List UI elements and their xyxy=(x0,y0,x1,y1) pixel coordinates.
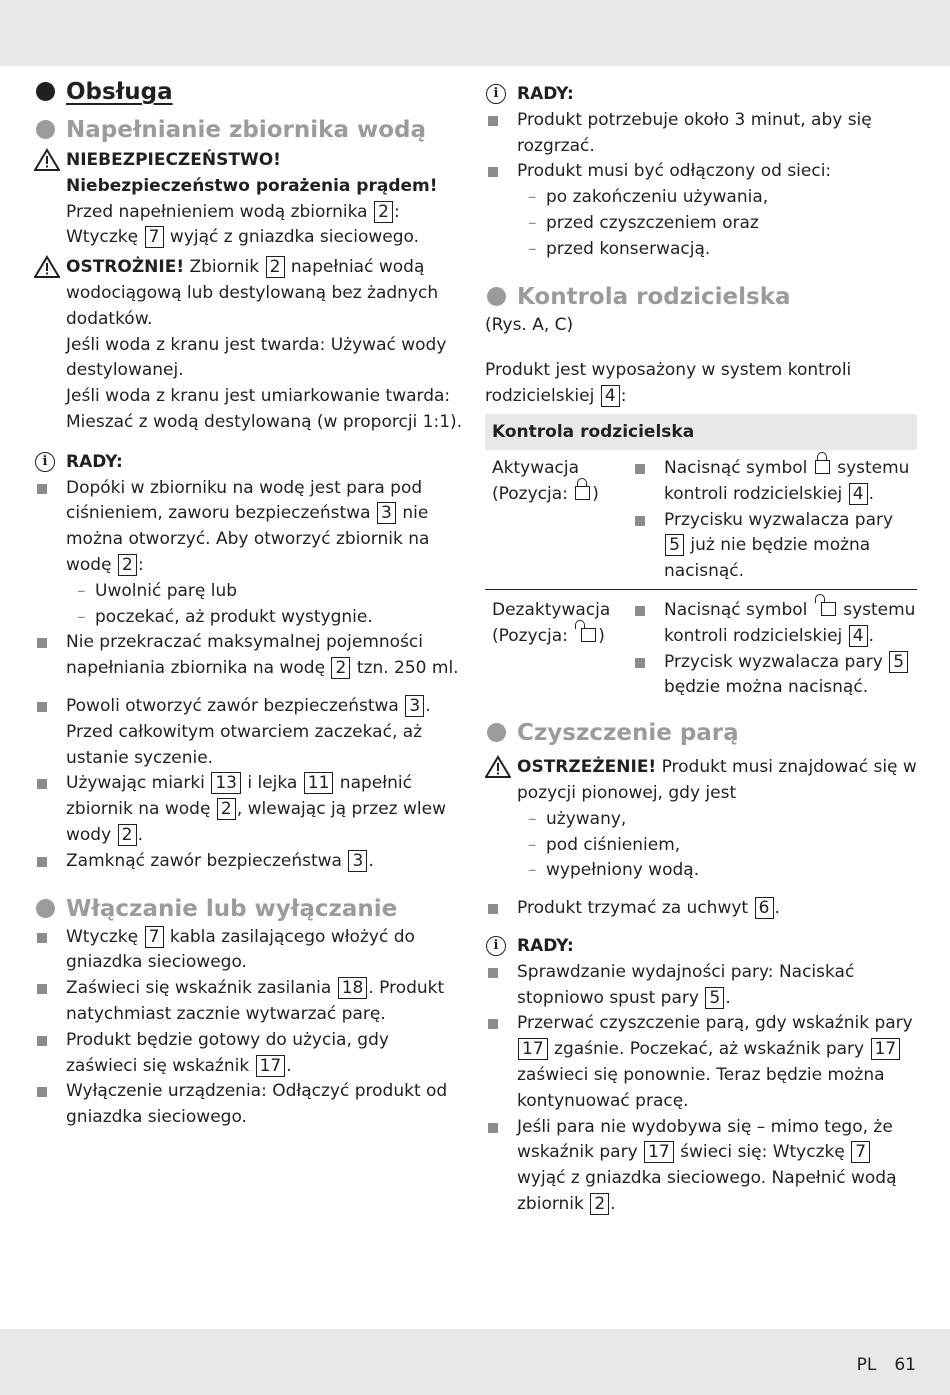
dash-item: – przed czyszczeniem oraz xyxy=(528,212,759,233)
tips-heading: i RADY: xyxy=(34,450,464,476)
list-item: Jeśli para nie wydobywa się – mimo tego, że wskaźnik pary 17 świeci się: Wtyczkę 7 wyjąć z gniazdka sieciowego. Napełnić wodą zbiornik 2 . xyxy=(485,1115,917,1218)
lock-open-icon xyxy=(581,628,596,642)
list-item: Dopóki w zbiorniku na wodę jest para pod ciśnieniem, zaworu bezpieczeństwa 3 nie można otworzyć. Aby otworzyć zbiornik na wodę 2 : xyxy=(34,476,464,579)
part-number: 3 xyxy=(377,502,396,524)
list-item: Produkt musi być odłączony od sieci: xyxy=(485,159,917,185)
square-bullet-icon xyxy=(37,484,47,494)
list-item: Wyłączenie urządzenia: Odłączyć produkt od gniazdka sieciowego. xyxy=(34,1079,464,1131)
part-number: 4 xyxy=(849,625,868,647)
lock-open-icon xyxy=(821,602,836,616)
info-icon: i xyxy=(35,452,55,472)
bullet-dot-icon xyxy=(36,82,55,101)
bullet-dot-icon xyxy=(36,899,55,918)
square-bullet-icon xyxy=(635,658,645,668)
info-icon: i xyxy=(486,936,506,956)
square-bullet-icon xyxy=(488,904,498,914)
part-number: 4 xyxy=(601,385,620,407)
figure-reference: (Rys. A, C) xyxy=(485,314,574,335)
bullet-dot-icon xyxy=(487,287,506,306)
list-item: Zamknąć zawór bezpieczeństwa 3 . xyxy=(34,849,464,875)
section-heading-kontrola: Kontrola rodzicielska xyxy=(485,281,917,313)
part-number: 2 xyxy=(590,1193,609,1215)
tips-heading: i RADY: xyxy=(485,82,917,108)
parental-control-table xyxy=(485,414,917,705)
caution-medium-water: Jeśli woda z kranu jest umiarkowanie twarda: Mieszać z wodą destylowaną (w proporcji 1:1). xyxy=(66,386,463,432)
list-item: Używając miarki 13 i lejka 11 napełnić zbiornik na wodę 2 , wlewając ją przez wlew wody 2 . xyxy=(34,771,464,848)
list-item: Produkt potrzebuje około 3 minut, aby się rozgrzać. xyxy=(485,108,917,160)
list-item: Sprawdzanie wydajności pary: Naciskać stopniowo spust pary 5 . xyxy=(485,960,917,1012)
part-number: 17 xyxy=(256,1055,286,1077)
info-icon: i xyxy=(486,84,506,104)
warning-notice xyxy=(485,755,917,807)
caution-text: OSTROŻNIE! Zbiornik 2 napełniać wodą wodociągową lub destylowaną bez żadnych dodatków. xyxy=(66,257,439,329)
list-item: Nie przekraczać maksymalnej pojemności napełniania zbiornika na wodę 2 tzn. 250 ml. xyxy=(34,630,464,682)
warning-triangle-icon xyxy=(34,148,60,172)
lock-closed-icon xyxy=(815,460,830,474)
square-bullet-icon xyxy=(635,606,645,616)
bullet-dot-icon xyxy=(487,723,506,742)
warning-text: OSTRZEŻENIE! Produkt musi znajdować się w pozycji pionowej, gdy jest xyxy=(517,757,917,803)
page-number: 61 xyxy=(894,1355,916,1375)
square-bullet-icon xyxy=(488,1019,498,1029)
part-number: 2 xyxy=(331,657,350,679)
language-code: PL xyxy=(856,1355,877,1375)
danger-text: Przed napełnieniem wodą zbiornika 2 : Wtyczkę 7 wyjąć z gniazdka sieciowego. xyxy=(66,201,420,248)
header-band xyxy=(0,0,950,66)
left-column xyxy=(34,74,464,1131)
section-heading-czyszczenie: Czyszczenie parą xyxy=(485,717,917,749)
table-header: Kontrola rodzicielska xyxy=(485,414,917,450)
table-row xyxy=(485,450,917,589)
part-number: 2 xyxy=(374,201,393,223)
footer-band xyxy=(0,1329,950,1395)
square-bullet-icon xyxy=(37,933,47,943)
list-item: Powoli otworzyć zawór bezpieczeństwa 3 . Przed całkowitym otwarciem zaczekać, aż ustanie syczenie. xyxy=(34,694,464,771)
square-bullet-icon xyxy=(37,984,47,994)
warning-triangle-icon xyxy=(485,755,511,779)
dash-item: – wypełniony wodą. xyxy=(528,860,700,881)
kontrola-intro: Produkt jest wyposażony w system kontroli rodzicielskiej 4 : xyxy=(485,360,852,407)
square-bullet-icon xyxy=(635,516,645,526)
square-bullet-icon xyxy=(635,464,645,474)
lock-closed-icon xyxy=(575,486,590,500)
part-number: 2 xyxy=(266,256,285,278)
part-number: 5 xyxy=(665,534,684,556)
danger-label: NIEBEZPIECZEŃSTWO! xyxy=(66,150,281,170)
danger-notice xyxy=(34,148,464,251)
page-footer xyxy=(857,1355,916,1375)
part-number: 11 xyxy=(304,772,334,794)
square-bullet-icon xyxy=(488,116,498,126)
list-item: Wtyczkę 7 kabla zasilającego włożyć do gniazdka sieciowego. xyxy=(34,925,464,977)
dash-item: – Uwolnić parę lub xyxy=(77,580,238,601)
part-number: 17 xyxy=(518,1038,548,1060)
list-item: Przycisk wyzwalacza pary 5 będzie można nacisnąć. xyxy=(632,650,917,702)
part-number: 4 xyxy=(849,483,868,505)
caution-notice xyxy=(34,255,464,436)
square-bullet-icon xyxy=(37,1036,47,1046)
list-item: Nacisnąć symbol systemu kontroli rodzicielskiej 4 . xyxy=(632,598,917,650)
part-number: 7 xyxy=(145,226,164,248)
dash-item: – po zakończeniu używania, xyxy=(528,187,769,208)
square-bullet-icon xyxy=(37,702,47,712)
warning-triangle-icon xyxy=(34,255,60,279)
section-heading-obsluga: Obsługa xyxy=(34,76,464,108)
part-number: 17 xyxy=(644,1141,674,1163)
list-item: Przycisku wyzwalacza pary 5 już nie będzie można nacisnąć. xyxy=(632,508,917,585)
part-number: 13 xyxy=(211,772,241,794)
table-row-label: Dezaktywacja (Pozycja: ) xyxy=(492,599,611,646)
part-number: 2 xyxy=(118,554,137,576)
dash-item: – pod ciśnieniem, xyxy=(528,834,681,855)
list-item: Zaświeci się wskaźnik zasilania 18 . Produkt natychmiast zacznie wytwarzać parę. xyxy=(34,976,464,1028)
part-number: 2 xyxy=(118,824,137,846)
part-number: 5 xyxy=(705,987,724,1009)
square-bullet-icon xyxy=(488,968,498,978)
dash-item: – przed konserwacją. xyxy=(528,238,711,259)
square-bullet-icon xyxy=(37,779,47,789)
square-bullet-icon xyxy=(37,1087,47,1097)
part-number: 17 xyxy=(871,1038,901,1060)
square-bullet-icon xyxy=(488,1123,498,1133)
part-number: 5 xyxy=(889,651,908,673)
square-bullet-icon xyxy=(37,857,47,867)
part-number: 3 xyxy=(348,850,367,872)
caution-hard-water: Jeśli woda z kranu jest twarda: Używać wody destylowanej. xyxy=(66,334,447,381)
list-item: Nacisnąć symbol systemu kontroli rodzicielskiej 4 . xyxy=(632,456,917,508)
square-bullet-icon xyxy=(37,638,47,648)
section-heading-napelnianie: Napełnianie zbiornika wodą xyxy=(34,114,464,146)
dash-item: – poczekać, aż produkt wystygnie. xyxy=(77,606,373,627)
part-number: 7 xyxy=(851,1141,870,1163)
table-row-label: Aktywacja (Pozycja: ) xyxy=(492,457,599,504)
part-number: 18 xyxy=(338,977,368,999)
list-item: Produkt trzymać za uchwyt 6 . xyxy=(485,896,917,922)
part-number: 3 xyxy=(405,695,424,717)
section-heading-wlaczanie: Włączanie lub wyłączanie xyxy=(34,893,464,925)
square-bullet-icon xyxy=(488,167,498,177)
part-number: 2 xyxy=(217,798,236,820)
list-item: Przerwać czyszczenie parą, gdy wskaźnik pary 17 zgaśnie. Poczekać, aż wskaźnik pary 17 zaświeci się ponownie. Teraz będzie można kontynuować pracę. xyxy=(485,1011,917,1114)
dash-item: – używany, xyxy=(528,808,627,829)
part-number: 7 xyxy=(145,926,164,948)
right-column xyxy=(485,74,917,1218)
table-row xyxy=(485,589,917,705)
part-number: 6 xyxy=(755,897,774,919)
bullet-dot-icon xyxy=(36,120,55,139)
danger-subtitle: Niebezpieczeństwo porażenia prądem! xyxy=(66,175,438,196)
tips-heading: i RADY: xyxy=(485,934,917,960)
list-item: Produkt będzie gotowy do użycia, gdy zaświeci się wskaźnik 17 . xyxy=(34,1028,464,1080)
